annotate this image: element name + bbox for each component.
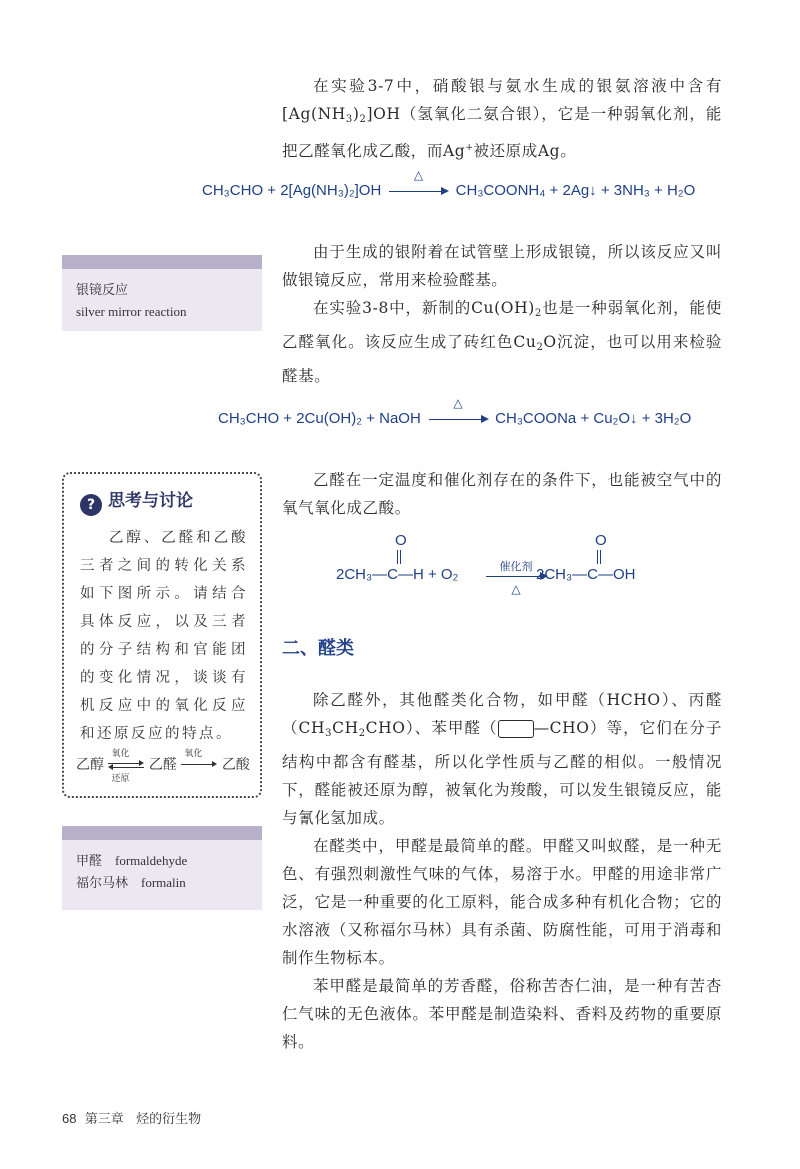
paragraph-mirror-reaction [282,238,722,390]
glossary2-cn1: 甲醛 [76,853,103,868]
eq2-left: CH₃CHO + 2Cu(OH)₂ + NaOH [218,410,421,427]
para4-p3: 苯甲醛是最简单的芳香醛，俗称苦杏仁油，是一种有苦杏仁气味的无色液体。苯甲醛是制造染料、香料及药物的重要原料。 [282,977,722,1051]
intro-paragraph [282,72,722,165]
para2-p2c: O沉淀，也可以用来检验醛基。 [282,333,722,385]
sup-plus: + [465,143,474,153]
para4-p1a: 除乙醛外，其他醛类化合物，如甲醛（HCHO）、丙醛（CH [282,691,722,737]
para4-p1d: —CHO）等，它们在分子结构中都含有醛基，所以化学性质与乙醛的相似。一般情况下，醛能被还原为醇，被氧化为羧酸，可以发生银镜反应，能与氰化氢加成。 [282,719,722,827]
label-oxidation: 氧化 [111,749,130,759]
intro-line3a: 把乙醛氧化成乙酸，而Ag [282,142,466,161]
chain-ethanal: 乙醛 [148,757,177,773]
sub-3: 3 [345,114,353,125]
glossary2-en1: formaldehyde [115,853,188,868]
glossary-box-silver-mirror [62,255,262,331]
benzene-ring-icon [498,720,534,738]
eq3-o2: O [595,532,607,549]
discussion-icon: ? [80,494,102,516]
chain-acetic-acid: 乙酸 [221,757,250,773]
glossary-bar [62,255,262,269]
label-oxidation-2: 氧化 [184,749,203,759]
heat-condition: △ [453,396,463,411]
reaction-arrow [429,396,487,426]
sub-2c: 2 [536,342,544,353]
reaction-arrow [389,168,447,198]
para2-p1: 由于生成的银附着在试管壁上形成银镜，所以该反应又叫做银镜反应，常用来检验醛基。 [282,243,722,289]
sub-2b: 2 [534,308,542,319]
page-footer [62,1108,201,1127]
chapter-label: 第三章 [84,1112,124,1127]
equation-copper-hydroxide [218,396,692,427]
forward-arrow [181,749,217,772]
reversible-arrow [108,749,144,784]
paragraph-aldehydes [282,686,722,1056]
glossary-cn: 银镜反应 [76,282,129,297]
sub-2d: 2 [358,728,366,739]
equation-silver-mirror [202,168,696,199]
section-heading: 二、醛类 [282,638,354,659]
eq1-right: CH₃COONH₄ + 2Ag↓ + 3NH₃ + H₂O [455,182,696,199]
heat-condition: △ [413,168,424,183]
intro-line2c: ]OH（氢氧化二氨合银），它是一种弱氧化剂，能 [366,105,722,123]
paragraph-air-oxidation [282,466,722,522]
eq3-left: 2CH₃—C—H + O₂ [336,566,459,583]
label-reduction: 还原 [111,774,130,784]
glossary-en: silver mirror reaction [76,304,187,319]
conversion-chain [76,749,250,784]
glossary2-cn2: 福尔马林 [76,875,129,890]
para3-text: 乙醛在一定温度和催化剂存在的条件下，也能被空气中的氧气氧化成乙酸。 [282,471,722,517]
think-body-text: 乙醇、乙醛和乙酸三者之间的转化关系如下图所示。请结合具体反应，以及三者的分子结构和官能团的变化情况，谈谈有机反应中的氧化反应和还原反应的特点。 [80,530,248,742]
intro-line1: 在实验3-7中，硝酸银与氨水生成的银氨溶液中含有 [313,77,722,95]
chain-ethanol: 乙醇 [76,757,104,773]
eq2-right: CH₃COONa + Cu₂O↓ + 3H₂O [495,410,692,427]
eq3-o1: O [395,532,407,549]
page-number: 68 [62,1111,77,1126]
chapter-title: 烃的衍生物 [136,1112,202,1127]
eq1-left: CH₃CHO + 2[Ag(NH₃)₂]OH [202,182,382,199]
eq3-right: 2CH₃—C—OH [536,566,636,583]
intro-line2b: ) [352,105,360,123]
think-title: 思考与讨论 [108,491,193,511]
think-discuss-box [62,472,262,798]
double-bond-2 [597,550,601,564]
para4-p1b: CH [332,719,359,737]
sub-2: 2 [359,114,367,125]
para4-p2: 在醛类中，甲醛是最简单的醛。甲醛又叫蚁醛，是一种无色、有强烈刺激性气味的气体，易溶于水。甲醛的用途非常广泛，它是一种重要的化工原料，能合成多种有机化合物；它的水溶液（又称福尔马林）具有杀菌、防腐性能，可用于消毒和制作生物标本。 [282,837,722,967]
double-bond-1 [397,550,401,564]
equation-catalytic-oxidation [336,532,666,602]
catalyst-label: 催化剂 [499,561,533,573]
glossary-box-formaldehyde [62,826,262,910]
intro-line3b: 被还原成Ag。 [473,142,577,161]
glossary2-en2: formalin [141,875,186,890]
glossary-bar [62,826,262,840]
para4-p1c: CHO）、苯甲醛（ [365,719,498,737]
sub-3b: 3 [325,728,333,739]
para2-p2b: 也是一种弱氧化剂，能使乙醛氧化。该反应生成了砖红色Cu [282,299,722,351]
intro-line2a: [Ag(NH [282,105,346,123]
para2-p2a: 在实验3-8中，新制的Cu(OH) [313,299,535,317]
heat-condition: △ [511,582,521,596]
